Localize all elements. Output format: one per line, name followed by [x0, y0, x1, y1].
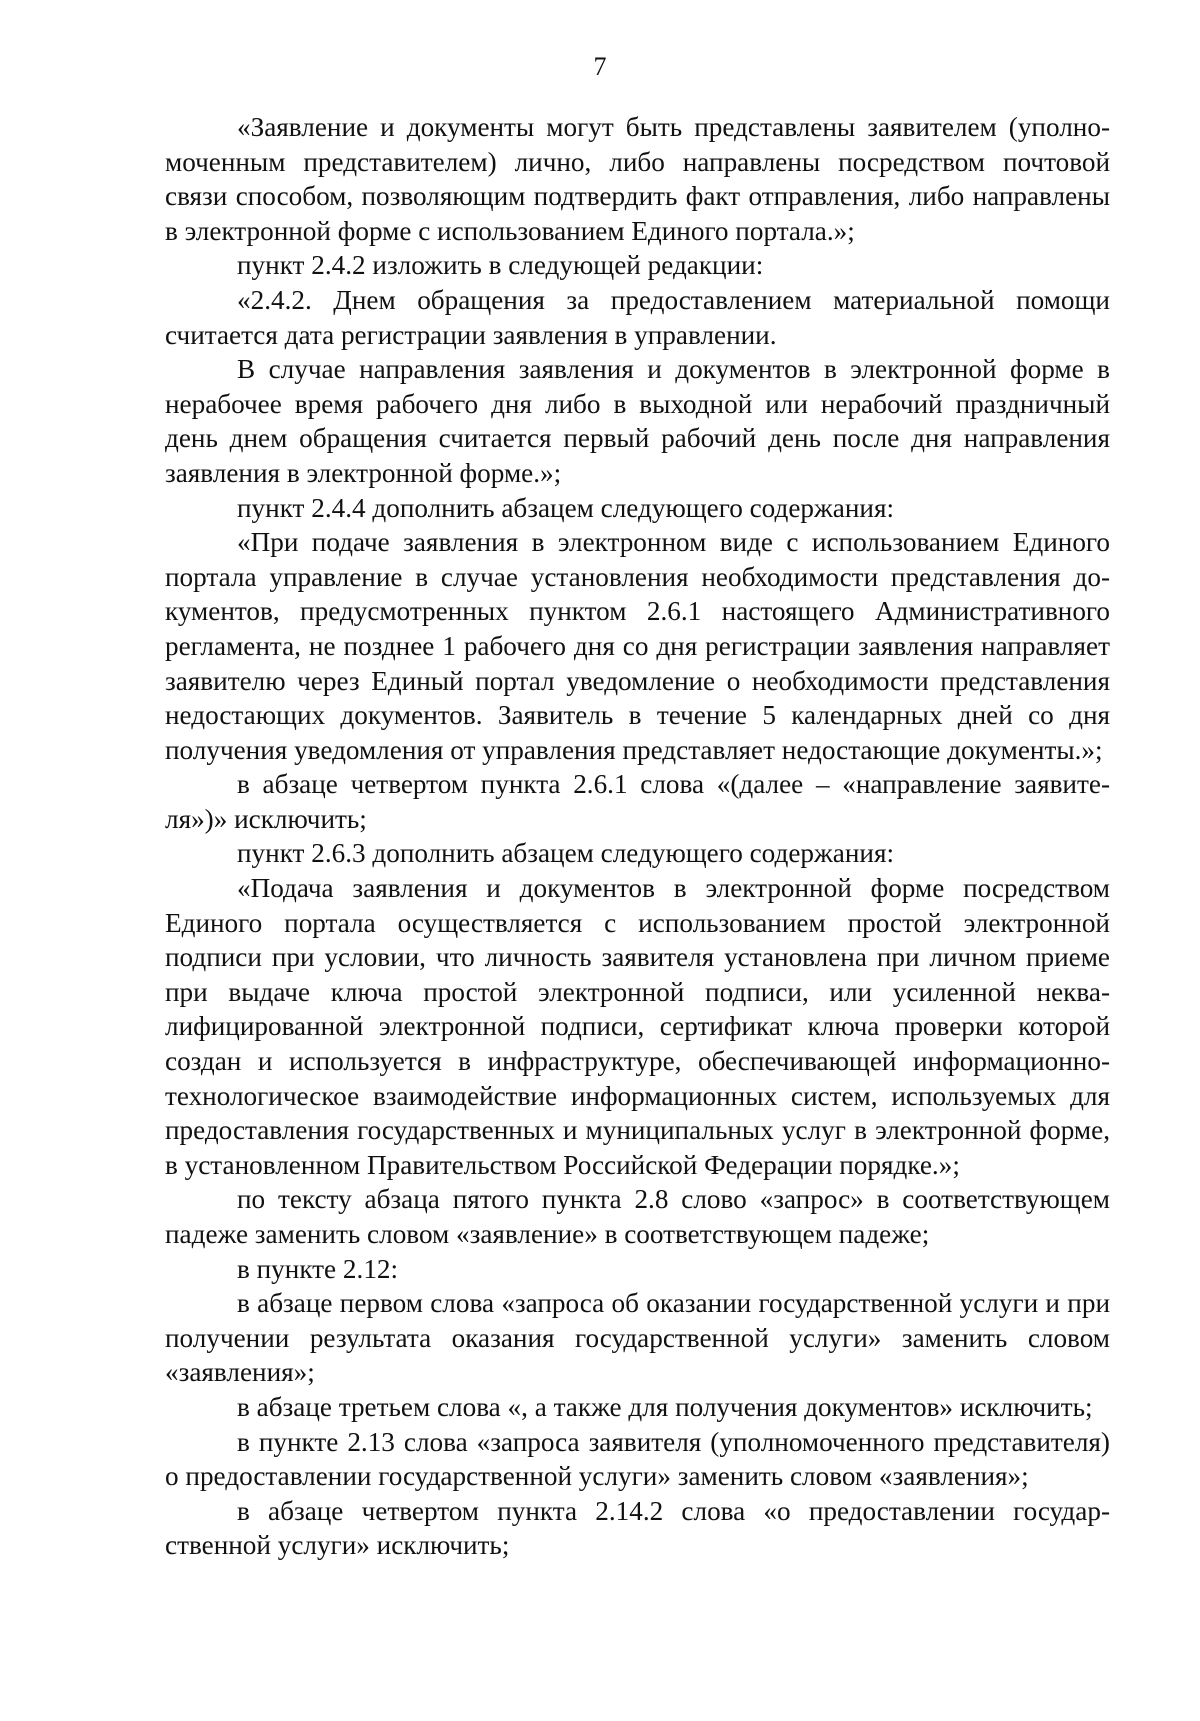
- paragraph: в абзаце четвертом пункта 2.14.2 слова «о предоставлении государственной услуги» исключить;: [165, 1495, 1110, 1561]
- paragraph: по тексту абзаца пятого пункта 2.8 слово «запрос» в соответствующем падеже заменить словом «заявление» в соответствующем падеже;: [165, 1184, 1110, 1249]
- paragraph: В случае направления заявления и документов в электронной форме в нерабочее время рабочего дня либо в выходной или нерабочий праздничный день днем обращения считается первый рабочий день после дня направления заявления в электронной форме.»;: [165, 354, 1110, 488]
- paragraph: пункт 2.6.3 дополнить абзацем следующего содержания:: [237, 838, 894, 869]
- paragraph: «Подача заявления и документов в электронной форме посредством Единого портала осуществляется с использованием простой электронной подписи при условии, что личность заявителя установлена при личном приеме при выдаче ключа простой электронной подписи, или усиленной неквалифицированной электронной подписи, сертификат ключа проверки которой создан и используется в инфраструктуре, обеспечивающей информационно-технологическое взаимодействие информационных систем, используемых для предоставления государственных и муниципальных услуг в электронной форме, в установленном Правительством Российской Федерации порядке.»;: [165, 873, 1110, 1180]
- paragraph: в абзаце третьем слова «, а также для получения документов» исключить;: [237, 1391, 1093, 1422]
- document-body: [165, 110, 1110, 1563]
- paragraph: «Заявление и документы могут быть представлены заявителем (уполномоченным представителем) лично, либо направлены посредством почтовой связи способом, позволяющим подтвердить факт отправления, либо направлены в электронной форме с использованием Единого портала.»;: [165, 112, 1110, 246]
- paragraph: в пункте 2.13 слова «запроса заявителя (уполномоченного представителя) о предоставлении государственной услуги» заменить словом «заявления»;: [165, 1426, 1110, 1492]
- paragraph: «При подаче заявления в электронном виде с использованием Единого портала управление в случае установления необходимости представления документов, предусмотренных пунктом 2.6.1 настоящего Административного регламента, не позднее 1 рабочего дня со дня регистрации заявления направляет заявителю через Единый портал уведомление о необходимости представления недостающих документов. Заявитель в течение 5 календарных дней со дня получения уведомления от управления представляет недостающие документы.»;: [165, 527, 1110, 765]
- paragraph: в абзаце первом слова «запроса об оказании государственной услуги и при получении результата оказания государственной услуги» заменить словом «заявления»;: [165, 1288, 1110, 1388]
- paragraph: в абзаце четвертом пункта 2.6.1 слова «(далее – «направление заявителя»)» исключить;: [165, 769, 1110, 834]
- paragraph: пункт 2.4.4 дополнить абзацем следующего содержания:: [237, 492, 894, 523]
- paragraph: «2.4.2. Днем обращения за предоставлением материальной помощи считается дата регистрации заявления в управлении.: [165, 284, 1110, 350]
- page-number: 7: [593, 52, 607, 81]
- paragraph: пункт 2.4.2 изложить в следующей редакции:: [237, 250, 764, 281]
- paragraph: в пункте 2.12:: [237, 1253, 399, 1284]
